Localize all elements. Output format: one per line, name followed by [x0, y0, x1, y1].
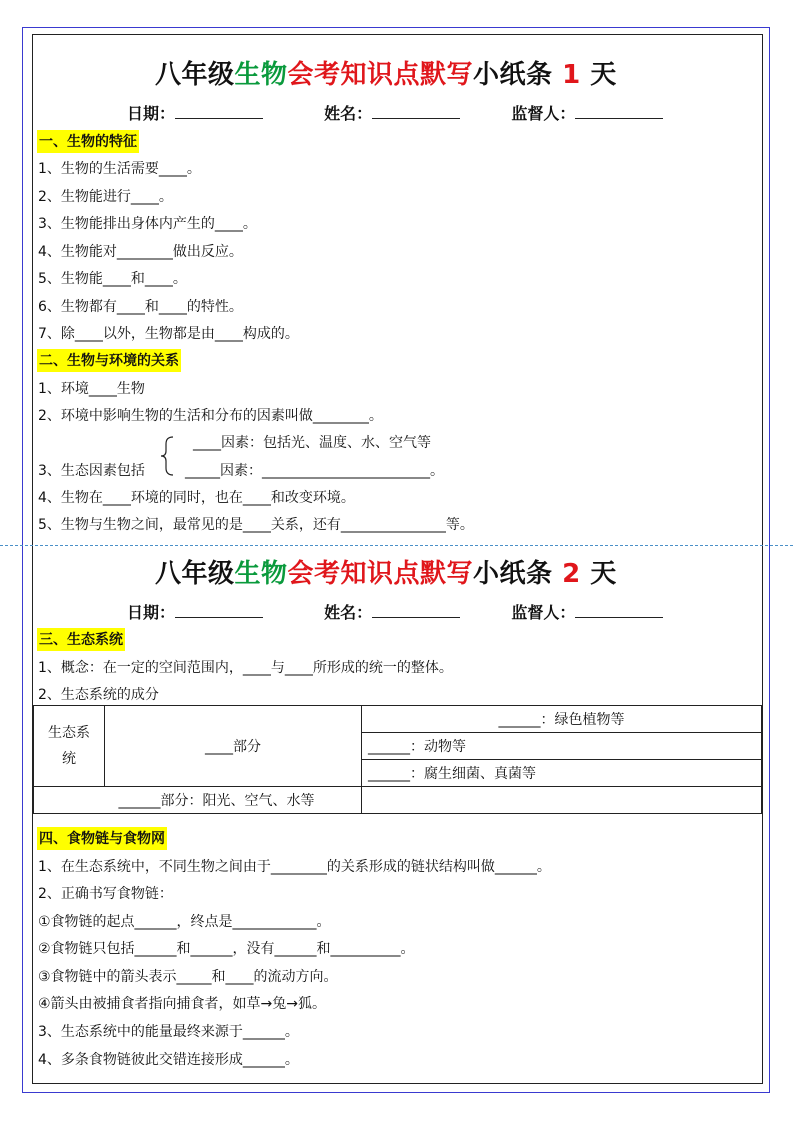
- name-label: 姓名：: [324, 603, 373, 622]
- name-label: 姓名：: [324, 104, 373, 123]
- title-note: 小纸条: [473, 60, 553, 90]
- s3-line-1: 1、概念：在一定的空间范围内，____与____所形成的统一的整体。: [38, 660, 453, 676]
- s2-line-4: 4、生物在____环境的同时，也在____和改变环境。: [38, 490, 355, 506]
- s2-line-5: 5、生物与生物之间，最常见的是____关系，还有_______________等。: [38, 517, 474, 533]
- s2-line-1: 1、环境____生物: [38, 381, 145, 397]
- cut-line: [0, 545, 793, 546]
- table-consumer-cell: ______：动物等: [362, 733, 762, 760]
- section4-heading: 四、食物链与食物网: [37, 827, 167, 850]
- title-part: 八年级: [155, 60, 235, 90]
- s1-line-7: 7、除____以外，生物都是由____构成的。: [38, 326, 299, 342]
- s1-line-2: 2、生物能进行____。: [38, 189, 173, 205]
- title-part: 八年级: [155, 559, 235, 589]
- s1-line-4: 4、生物能对________做出反应。: [38, 244, 243, 260]
- table-abiotic-cell: ______部分：阳光、空气、水等: [105, 787, 362, 814]
- s1-line-6: 6、生物都有____和____的特性。: [38, 299, 243, 315]
- table-producer-cell: ______：绿色植物等: [362, 706, 762, 733]
- table-system-cell: 生态系 统: [34, 706, 105, 787]
- title-day-number: 2: [562, 559, 581, 589]
- day2-title: [155, 553, 617, 590]
- table-empty-cell: [34, 787, 105, 814]
- date-label: 日期：: [127, 603, 176, 622]
- s4-line-1: 1、在生态系统中，不同生物之间由于________的关系形成的链状结构叫做______。: [38, 859, 551, 875]
- name-field[interactable]: [372, 601, 460, 618]
- title-keypoints: 会考知识点默写: [287, 60, 474, 90]
- s4-line-6: ④箭头由被捕食者指向捕食者，如草→兔→狐。: [38, 996, 327, 1012]
- day1-info-row: [127, 101, 663, 124]
- title-day: 天: [590, 559, 617, 589]
- supervisor-field[interactable]: [575, 601, 663, 618]
- table-empty-cell-right: [362, 787, 762, 814]
- brace-icon: [160, 436, 176, 476]
- s4-line-3: ①食物链的起点______，终点是____________。: [38, 914, 331, 930]
- name-field[interactable]: [372, 102, 460, 119]
- date-field[interactable]: [175, 601, 263, 618]
- table-biotic-cell: ____部分: [105, 706, 362, 787]
- supervisor-field[interactable]: [575, 102, 663, 119]
- s4-line-2: 2、正确书写食物链：: [38, 886, 173, 902]
- s2-factor-b: _____因素：________________________。: [185, 463, 444, 479]
- title-day-number: 1: [562, 60, 581, 90]
- s1-line-1: 1、生物的生活需要____。: [38, 161, 201, 177]
- date-field[interactable]: [175, 102, 263, 119]
- ecosystem-table: [33, 705, 762, 814]
- s4-line-7: 3、生态系统中的能量最终来源于______。: [38, 1024, 299, 1040]
- s2-factor-a: ____因素：包括光、温度、水、空气等: [193, 435, 431, 451]
- s4-line-4: ②食物链只包括______和______，没有______和__________。: [38, 941, 415, 957]
- title-biology: 生物: [234, 60, 288, 90]
- s3-line-2: 2、生态系统的成分: [38, 687, 159, 703]
- s4-line-8: 4、多条食物链彼此交错连接形成______。: [38, 1052, 299, 1068]
- section3-heading: 三、生态系统: [37, 628, 125, 651]
- title-keypoints: 会考知识点默写: [287, 559, 474, 589]
- section1-heading: 一、生物的特征: [37, 130, 139, 153]
- s1-line-3: 3、生物能排出身体内产生的____。: [38, 216, 257, 232]
- supervisor-label: 监督人：: [511, 104, 576, 123]
- date-label: 日期：: [127, 104, 176, 123]
- title-note: 小纸条: [473, 559, 553, 589]
- supervisor-label: 监督人：: [511, 603, 576, 622]
- title-biology: 生物: [234, 559, 288, 589]
- s1-line-5: 5、生物能____和____。: [38, 271, 187, 287]
- day1-title: [155, 54, 617, 91]
- s4-line-5: ③食物链中的箭头表示_____和____的流动方向。: [38, 969, 338, 985]
- s2-factor-label: 3、生态因素包括: [38, 463, 145, 479]
- day2-info-row: [127, 600, 663, 623]
- title-day: 天: [590, 60, 617, 90]
- section2-heading: 二、生物与环境的关系: [37, 349, 181, 372]
- table-decomposer-cell: ______：腐生细菌、真菌等: [362, 760, 762, 787]
- s2-line-2: 2、环境中影响生物的生活和分布的因素叫做________。: [38, 408, 383, 424]
